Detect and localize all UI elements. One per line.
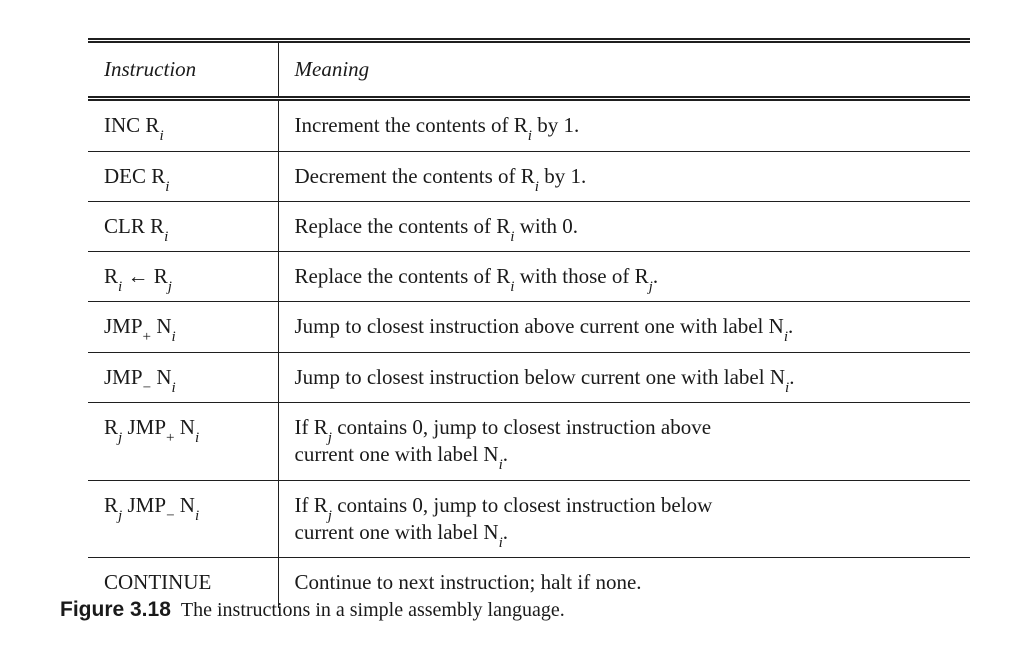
subscript: j <box>118 507 123 524</box>
subscript: − <box>166 507 175 524</box>
meaning-cell: Jump to closest instruction above current one with label $N_i$. <box>278 302 970 352</box>
subscript: i <box>164 228 169 245</box>
meaning-cell: Replace the contents of $R_i$ with those of $R_j$. <box>278 252 970 302</box>
meaning-cell: Decrement the contents of $R_i$ by 1. <box>278 151 970 201</box>
table-header <box>88 41 970 99</box>
figure-label: Figure 3.18 <box>60 598 171 621</box>
subscript: i <box>498 457 503 474</box>
subscript: i <box>171 329 176 346</box>
subscript: i <box>527 128 532 145</box>
subscript: i <box>498 534 503 551</box>
meaning-cell: Replace the contents of $R_i$ with 0. <box>278 201 970 251</box>
table-row <box>88 201 970 251</box>
subscript: i <box>534 178 539 195</box>
figure-caption <box>60 598 565 622</box>
subscript: i <box>785 379 790 396</box>
subscript: + <box>166 429 175 446</box>
subscript: i <box>194 429 200 446</box>
header-meaning: Meaning <box>278 41 970 99</box>
subscript: i <box>165 178 170 195</box>
instruction-cell: DEC $R_i$ <box>88 151 278 201</box>
instruction-table <box>88 38 970 608</box>
instruction-cell: CLR $R_i$ <box>88 201 278 251</box>
header-instruction: Instruction <box>88 41 278 99</box>
figure-caption-text: The instructions in a simple assembly language. <box>180 599 565 621</box>
table-body <box>88 99 970 608</box>
table-row <box>88 252 970 302</box>
subscript: i <box>783 329 789 346</box>
instruction-cell: $R_j$ $JMP_+$ $N_i$ <box>88 403 278 481</box>
meaning-cell: Increment the contents of $R_i$ by 1. <box>294 113 580 145</box>
instruction-cell: $JMP_+$ $N_i$ <box>88 302 278 352</box>
subscript: i <box>194 507 200 524</box>
meaning-cell: If $R_j$ contains 0, jump to closest instruction below current one with label $N_i$. <box>278 480 970 558</box>
table-row <box>88 151 970 201</box>
instruction-cell: CONTINUE <box>88 558 278 608</box>
instruction-cell: $JMP_-$ $N_i$ <box>88 352 278 402</box>
subscript: − <box>142 379 152 396</box>
meaning-cell: Continue to next instruction; halt if none. <box>278 558 970 608</box>
subscript: i <box>118 279 123 296</box>
subscript: + <box>142 329 152 346</box>
instruction-cell: $R_i$ ← $R_j$ <box>88 252 278 302</box>
header-row <box>88 41 970 99</box>
instruction-cell: INC $R_i$ <box>88 99 278 151</box>
table-row <box>88 302 970 352</box>
table-row <box>88 99 970 151</box>
subscript: j <box>327 429 332 446</box>
subscript: j <box>327 507 332 524</box>
instruction-cell: $R_j$ $JMP_-$ $N_i$ <box>88 480 278 558</box>
table-row <box>88 403 970 481</box>
meaning-cell: Jump to closest instruction below current one with label $N_i$. <box>278 352 970 402</box>
subscript: j <box>118 429 123 446</box>
subscript: j <box>648 279 653 296</box>
table-row <box>88 352 970 402</box>
table-row <box>88 480 970 558</box>
subscript: i <box>510 279 515 296</box>
subscript: i <box>510 228 515 245</box>
subscript: i <box>171 379 176 396</box>
meaning-cell: If $R_j$ contains 0, jump to closest instruction above current one with label $N_i$. <box>278 403 970 481</box>
subscript: j <box>167 279 172 296</box>
instruction-table-container <box>88 38 970 608</box>
subscript: i <box>159 128 164 145</box>
